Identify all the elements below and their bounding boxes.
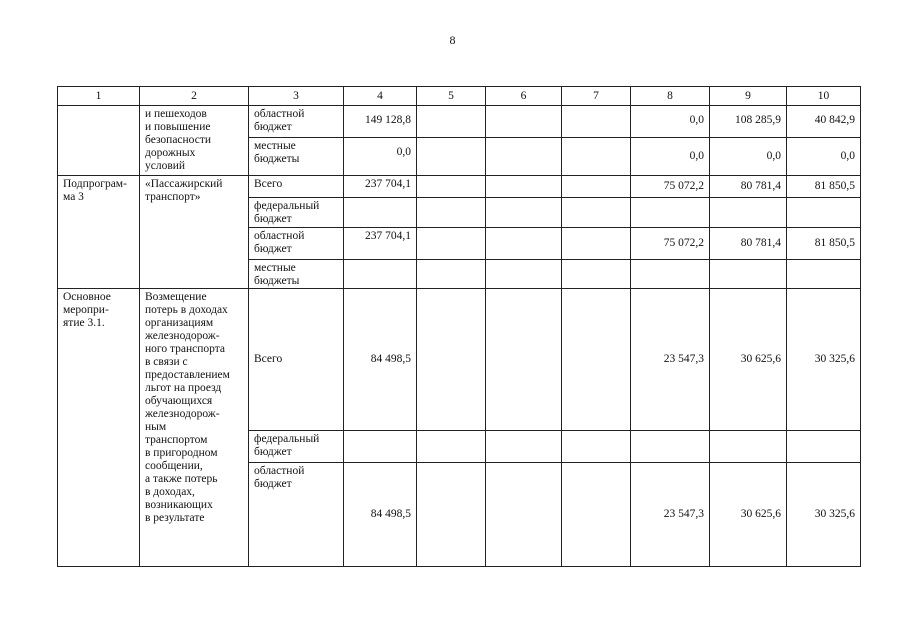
header-cell: 10: [787, 87, 861, 106]
header-row: [58, 87, 861, 106]
cell-code: [58, 106, 140, 176]
cell-col10: [787, 260, 861, 289]
header-cell: 5: [417, 87, 486, 106]
cell-col8: 0,0: [631, 138, 710, 176]
cell-col8: 75 072,2: [631, 228, 710, 260]
table-row: [58, 176, 861, 198]
budget-table: [57, 86, 861, 567]
cell-col8: [631, 431, 710, 463]
cell-col4: [344, 431, 417, 463]
cell-col7: [562, 198, 631, 228]
cell-col5: [417, 176, 486, 198]
cell-col5: [417, 289, 486, 431]
cell-col6: [486, 176, 562, 198]
cell-col5: [417, 431, 486, 463]
cell-col5: [417, 198, 486, 228]
header-cell: 9: [710, 87, 787, 106]
cell-source: областной бюджет: [249, 106, 344, 138]
cell-name: Возмещение потерь в доходах организациям железнодорож- ного транспорта в связи с предоставлением льгот на проезд обучающихся железнодорож- ным транспортом в пригородном сообщении, а также потерь в доходах, возникающих в результате: [140, 289, 249, 567]
cell-col8: 23 547,3: [631, 463, 710, 567]
cell-col7: [562, 431, 631, 463]
cell-col6: [486, 106, 562, 138]
header-cell: 6: [486, 87, 562, 106]
cell-col10: 30 325,6: [787, 463, 861, 567]
cell-col8: 0,0: [631, 106, 710, 138]
cell-col6: [486, 138, 562, 176]
cell-col10: [787, 198, 861, 228]
cell-col9: [710, 198, 787, 228]
cell-col4: [344, 260, 417, 289]
cell-name: «Пассажирский транспорт»: [140, 176, 249, 289]
cell-col8: [631, 260, 710, 289]
cell-code: Основное меропри- ятие 3.1.: [58, 289, 140, 567]
cell-col8: 75 072,2: [631, 176, 710, 198]
cell-col10: [787, 431, 861, 463]
cell-source: местные бюджеты: [249, 138, 344, 176]
cell-col4: 237 704,1: [344, 176, 417, 198]
cell-col7: [562, 138, 631, 176]
cell-col5: [417, 260, 486, 289]
cell-source: федеральный бюджет: [249, 431, 344, 463]
cell-col7: [562, 289, 631, 431]
cell-col10: 81 850,5: [787, 228, 861, 260]
cell-col9: 30 625,6: [710, 289, 787, 431]
cell-col4: 149 128,8: [344, 106, 417, 138]
cell-source: местные бюджеты: [249, 260, 344, 289]
header-cell: 4: [344, 87, 417, 106]
header-cell: 8: [631, 87, 710, 106]
cell-source: областной бюджет: [249, 228, 344, 260]
cell-col4: 237 704,1: [344, 228, 417, 260]
cell-col5: [417, 463, 486, 567]
header-cell: 3: [249, 87, 344, 106]
header-cell: 2: [140, 87, 249, 106]
cell-col9: [710, 260, 787, 289]
cell-col7: [562, 260, 631, 289]
table-row: [58, 289, 861, 431]
cell-col6: [486, 260, 562, 289]
cell-col9: 0,0: [710, 138, 787, 176]
cell-name: и пешеходов и повышение безопасности дорожных условий: [140, 106, 249, 176]
cell-col6: [486, 228, 562, 260]
cell-source: Всего: [249, 176, 344, 198]
cell-col4: 84 498,5: [344, 289, 417, 431]
cell-col6: [486, 289, 562, 431]
cell-source: областной бюджет: [249, 463, 344, 567]
cell-col4: [344, 198, 417, 228]
header-cell: 7: [562, 87, 631, 106]
cell-col6: [486, 463, 562, 567]
cell-col8: [631, 198, 710, 228]
cell-col7: [562, 176, 631, 198]
cell-col10: 40 842,9: [787, 106, 861, 138]
cell-col7: [562, 228, 631, 260]
cell-col10: 30 325,6: [787, 289, 861, 431]
cell-col9: 80 781,4: [710, 176, 787, 198]
cell-col9: 108 285,9: [710, 106, 787, 138]
cell-col5: [417, 106, 486, 138]
page-number: 8: [449, 33, 456, 47]
cell-col10: 81 850,5: [787, 176, 861, 198]
cell-code: Подпрограм- ма 3: [58, 176, 140, 289]
cell-col6: [486, 198, 562, 228]
cell-col7: [562, 106, 631, 138]
cell-col5: [417, 138, 486, 176]
cell-col9: 30 625,6: [710, 463, 787, 567]
cell-col9: [710, 431, 787, 463]
cell-col10: 0,0: [787, 138, 861, 176]
cell-col7: [562, 463, 631, 567]
cell-col9: 80 781,4: [710, 228, 787, 260]
cell-col4: 84 498,5: [344, 463, 417, 567]
cell-col4: 0,0: [344, 138, 417, 176]
cell-col5: [417, 228, 486, 260]
cell-col6: [486, 431, 562, 463]
cell-source: федеральный бюджет: [249, 198, 344, 228]
cell-col8: 23 547,3: [631, 289, 710, 431]
table-row: [58, 106, 861, 138]
cell-source: Всего: [249, 289, 344, 431]
header-cell: 1: [58, 87, 140, 106]
